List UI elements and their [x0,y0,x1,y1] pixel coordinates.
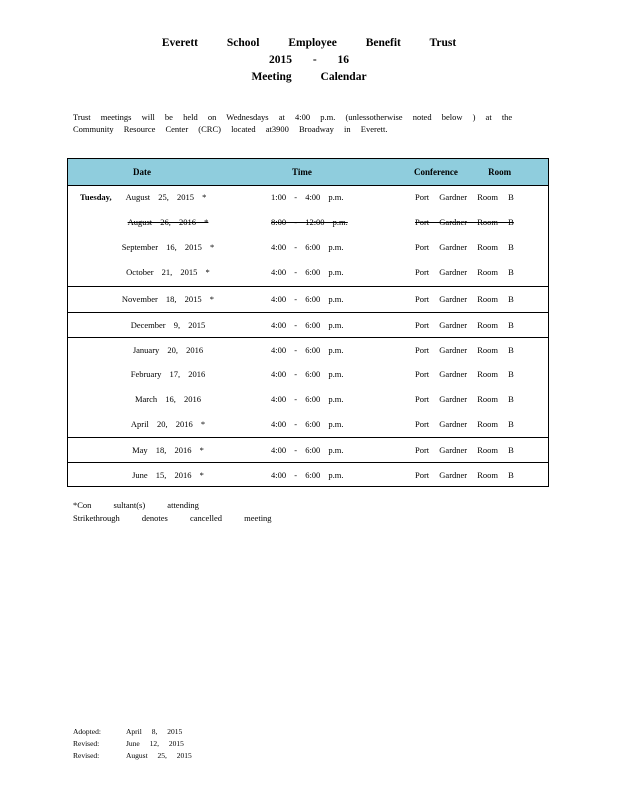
row-date-text: June 15, 2016 * [132,470,204,480]
table-row [68,437,548,463]
row-time: 4:00 - 6:00 p.m. [271,345,344,355]
row-date [68,369,268,379]
intro-line-2: Community Resource Center (CRC) located at3900 Broadway in Everett. [73,124,388,134]
footer-revised-2 [73,751,192,760]
row-date-text: August 26, 2016 * [127,217,209,227]
table-row [68,462,548,488]
table-row [68,337,548,363]
row-time: 4:00 - 6:00 p.m. [271,267,344,277]
row-room: Port Gardner Room B [415,192,514,202]
row-time: 4:00 - 6:00 p.m. [271,294,344,304]
row-date-text: March 16, 2016 [134,394,202,404]
row-time: 4:00 - 6:00 p.m. [271,445,344,455]
row-date [68,445,268,455]
footer-label: Adopted: [73,727,101,736]
table-row [68,235,548,260]
row-date-text: January 20, 2016 [132,345,204,355]
footer-value: August 25, 2015 [126,751,192,760]
footer-revised-1 [73,739,184,748]
document-subtitle: Meeting Calendar [251,71,367,83]
row-room: Port Gardner Room B [415,217,514,227]
table-row [68,412,548,437]
row-room: Port Gardner Room B [415,419,514,429]
table-row [68,312,548,338]
row-time: 4:00 - 6:00 p.m. [271,242,344,252]
row-room: Port Gardner Room B [415,345,514,355]
row-date-text: November 18, 2015 * [121,294,215,304]
table-row [68,210,548,235]
row-date [68,320,268,330]
intro-line-1: Trust meetings will be held on Wednesdays at 4:00 p.m. (unlessotherwise noted below ) at the [73,112,513,122]
row-date [68,242,268,252]
table-row [68,260,548,285]
row-date [68,419,268,429]
footer-value: June 12, 2015 [126,739,184,748]
row-time: 4:00 - 6:00 p.m. [271,470,344,480]
row-date-text: February 17, 2016 [130,369,206,379]
row-time: 4:00 - 6:00 p.m. [271,419,344,429]
row-room: Port Gardner Room B [415,470,514,480]
row-room: Port Gardner Room B [415,294,514,304]
row-date [68,267,268,277]
row-date-text: May 18, 2016 * [132,445,204,455]
row-time: 1:00 - 4:00 p.m. [271,192,344,202]
row-date [68,394,268,404]
table-row [68,185,548,210]
row-room: Port Gardner Room B [415,320,514,330]
row-room: Port Gardner Room B [415,242,514,252]
note-strikethrough: Strikethrough denotes cancelled meeting [73,513,272,523]
footer-value: April 8, 2015 [126,727,183,736]
table-row [68,387,548,412]
row-room: Port Gardner Room B [415,394,514,404]
footer-adopted [73,727,182,736]
header-room: Conference Room [414,167,512,177]
note-consultants: *Con sultant(s) attending [73,500,199,510]
table-row [68,286,548,312]
row-date-text: September 16, 2015 * [121,242,215,252]
meeting-table [67,158,549,487]
row-date [80,192,280,202]
row-date [68,470,268,480]
row-time: 8:00 - 12:00 p.m. [271,217,348,227]
row-date-text: August 25, 2015 * [125,192,207,202]
row-time: 4:00 - 6:00 p.m. [271,394,344,404]
row-date [68,217,268,227]
row-date-text: December 9, 2015 [130,320,206,330]
row-room: Port Gardner Room B [415,369,514,379]
row-date [68,294,268,304]
header-time: Time [292,167,312,177]
footer-label: Revised: [73,751,100,760]
row-date [68,345,268,355]
header-date: Date [133,167,151,177]
row-room: Port Gardner Room B [415,445,514,455]
row-date-text: April 20, 2016 * [130,419,206,429]
table-row [68,362,548,387]
table-header [68,159,548,186]
row-room: Port Gardner Room B [415,267,514,277]
document-title: Everett School Employee Benefit Trust [161,37,457,49]
row-time: 4:00 - 6:00 p.m. [271,320,344,330]
row-date-prefix: Tuesday, [80,192,112,202]
row-date-text: October 21, 2015 * [126,267,210,277]
document-year: 2015 - 16 [268,54,350,66]
row-time: 4:00 - 6:00 p.m. [271,369,344,379]
footer-label: Revised: [73,739,100,748]
